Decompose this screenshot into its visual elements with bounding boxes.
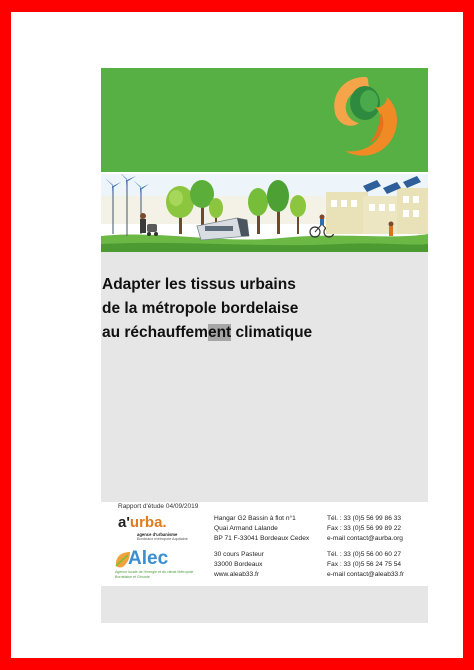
footer-gray-band xyxy=(101,586,428,623)
alec-address-line: 30 cours Pasteur xyxy=(214,551,264,558)
aurba-phone: Tél. : 33 (0)5 56 99 86 33 xyxy=(327,515,402,522)
cityscape-illustration xyxy=(101,174,428,252)
aurba-fax: Fax : 33 (0)5 56 99 89 22 xyxy=(327,525,402,532)
title-line-3 xyxy=(102,321,422,345)
title-line-1: Adapter les tissus urbains xyxy=(102,276,296,293)
aurba-logo-text xyxy=(118,514,167,531)
title-line-3-end: climatique xyxy=(231,324,313,341)
alec-phone: Tél. : 33 (0)5 56 00 60 27 xyxy=(327,551,402,558)
swirl-logo-icon xyxy=(325,73,407,159)
alec-email[interactable]: e-mail contact@aleab33.fr xyxy=(327,571,405,578)
aurba-email[interactable]: e-mail contact@aurba.org xyxy=(327,535,403,542)
alec-logo-text: Alec xyxy=(128,548,169,569)
aurba-logo-subtitle: agence d'urbanisme xyxy=(137,532,178,537)
aurba-address xyxy=(214,514,309,544)
aurba-contact xyxy=(327,514,403,544)
aurba-address-line: BP 71 F-33041 Bordeaux Cedex xyxy=(214,535,310,542)
aurba-logo xyxy=(118,514,208,544)
document-title xyxy=(102,273,422,345)
highlighted-text[interactable]: ent xyxy=(207,324,232,341)
aurba-logo-name: urba. xyxy=(129,514,167,531)
report-date: Rapport d'étude 04/09/2019 xyxy=(118,503,199,510)
alec-address xyxy=(214,550,264,580)
aurba-address-line: Hangar G2 Bassin à flot n°1 xyxy=(214,515,296,522)
aurba-logo-prefix: a' xyxy=(118,514,130,531)
alec-logo-subtitle: Agence locale de l'énergie et du climat Métropole Bordelaise et Gironde xyxy=(115,570,194,579)
alec-fax: Fax : 33 (0)5 56 24 75 54 xyxy=(327,561,402,568)
alec-address-line: 33000 Bordeaux xyxy=(214,561,263,568)
alec-contact xyxy=(327,550,404,580)
aurba-logo-subtitle-2: Bordeaux métropole Aquitaine xyxy=(137,537,188,541)
title-line-3-start: au réchauffem xyxy=(102,324,208,341)
title-line-2: de la métropole bordelaise xyxy=(102,300,299,317)
aurba-address-line: Quai Armand Lalande xyxy=(214,525,278,532)
alec-website[interactable]: www.aleab33.fr xyxy=(214,571,260,578)
alec-logo xyxy=(114,548,206,584)
